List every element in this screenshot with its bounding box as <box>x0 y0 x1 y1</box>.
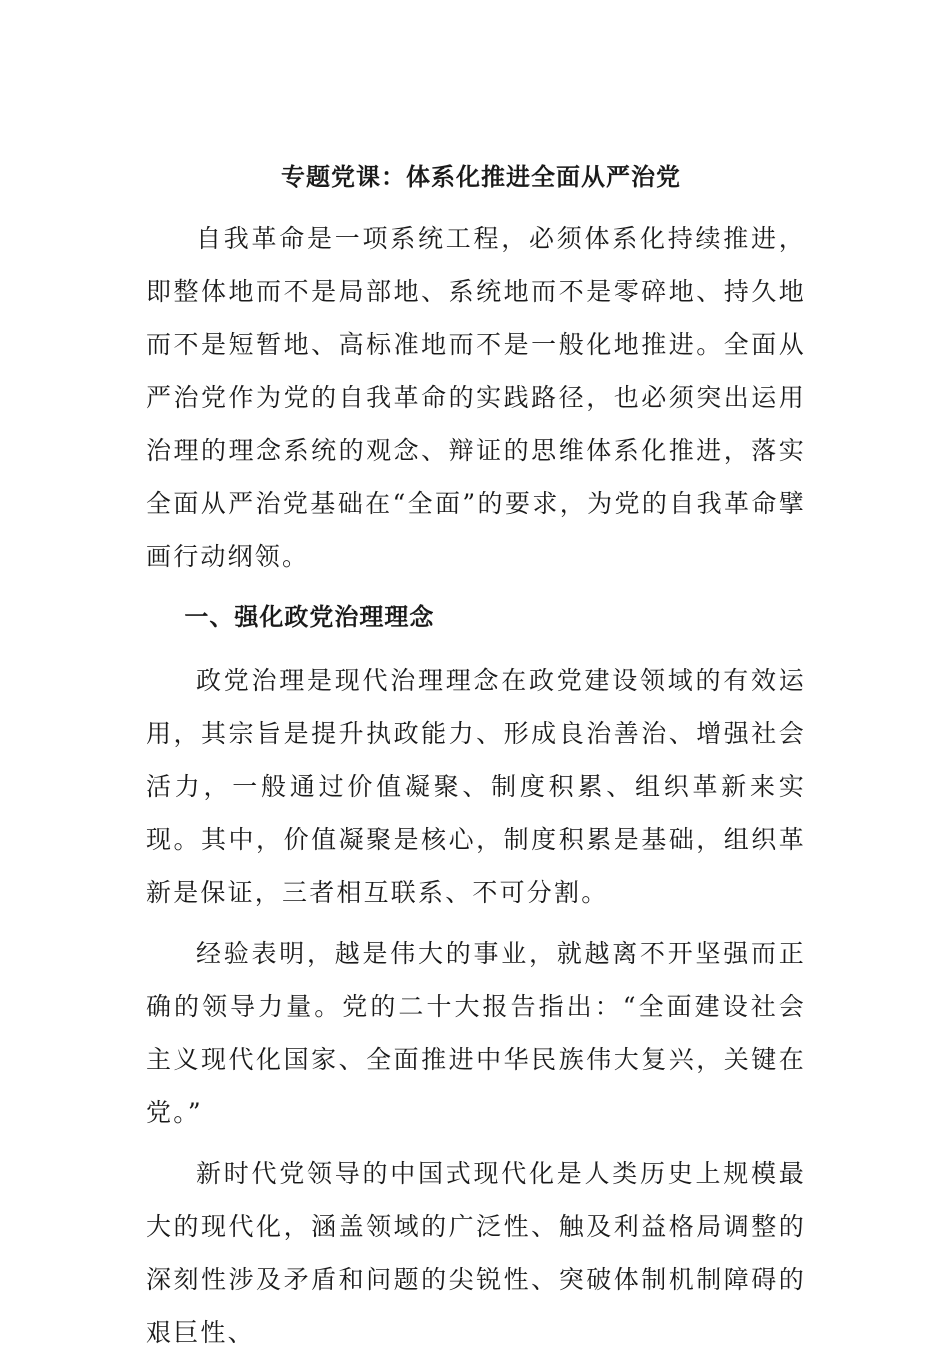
section-heading: 一、强化政党治理理念 <box>184 603 435 631</box>
document-title: 专题党课：体系化推进全面从严治党 <box>281 163 681 191</box>
body-paragraph: 经验表明，越是伟大的事业，就越离不开坚强而正确的领导力量。党的二十大报告指出：“全面建设社会主义现代化国家、全面推进中华民族伟大复兴，关键在党。” <box>146 939 806 1127</box>
body-paragraph: 政党治理是现代治理理念在政党建设领域的有效运用，其宗旨是提升执政能力、形成良治善治、增强社会活力，一般通过价值凝聚、制度积累、组织革新来实现。其中，价值凝聚是核心，制度积累是基础，组织革新是保证，三者相互联系、不可分割。 <box>146 666 806 907</box>
body-paragraph: 新时代党领导的中国式现代化是人类历史上规模最大的现代化，涵盖领域的广泛性、触及利益格局调整的深刻性涉及矛盾和问题的尖锐性、突破体制机制障碍的艰巨性、 <box>146 1159 806 1347</box>
intro-paragraph: 自我革命是一项系统工程，必须体系化持续推进，即整体地而不是局部地、系统地而不是零碎地、持久地而不是短暂地、高标准地而不是一般化地推进。全面从严治党作为党的自我革命的实践路径，也必须突出运用治理的理念系统的观念、辩证的思维体系化推进，落实全面从严治党基础在“全面”的要求，为党的自我革命擘画行动纲领。 <box>146 224 806 571</box>
document-page <box>146 150 806 1367</box>
